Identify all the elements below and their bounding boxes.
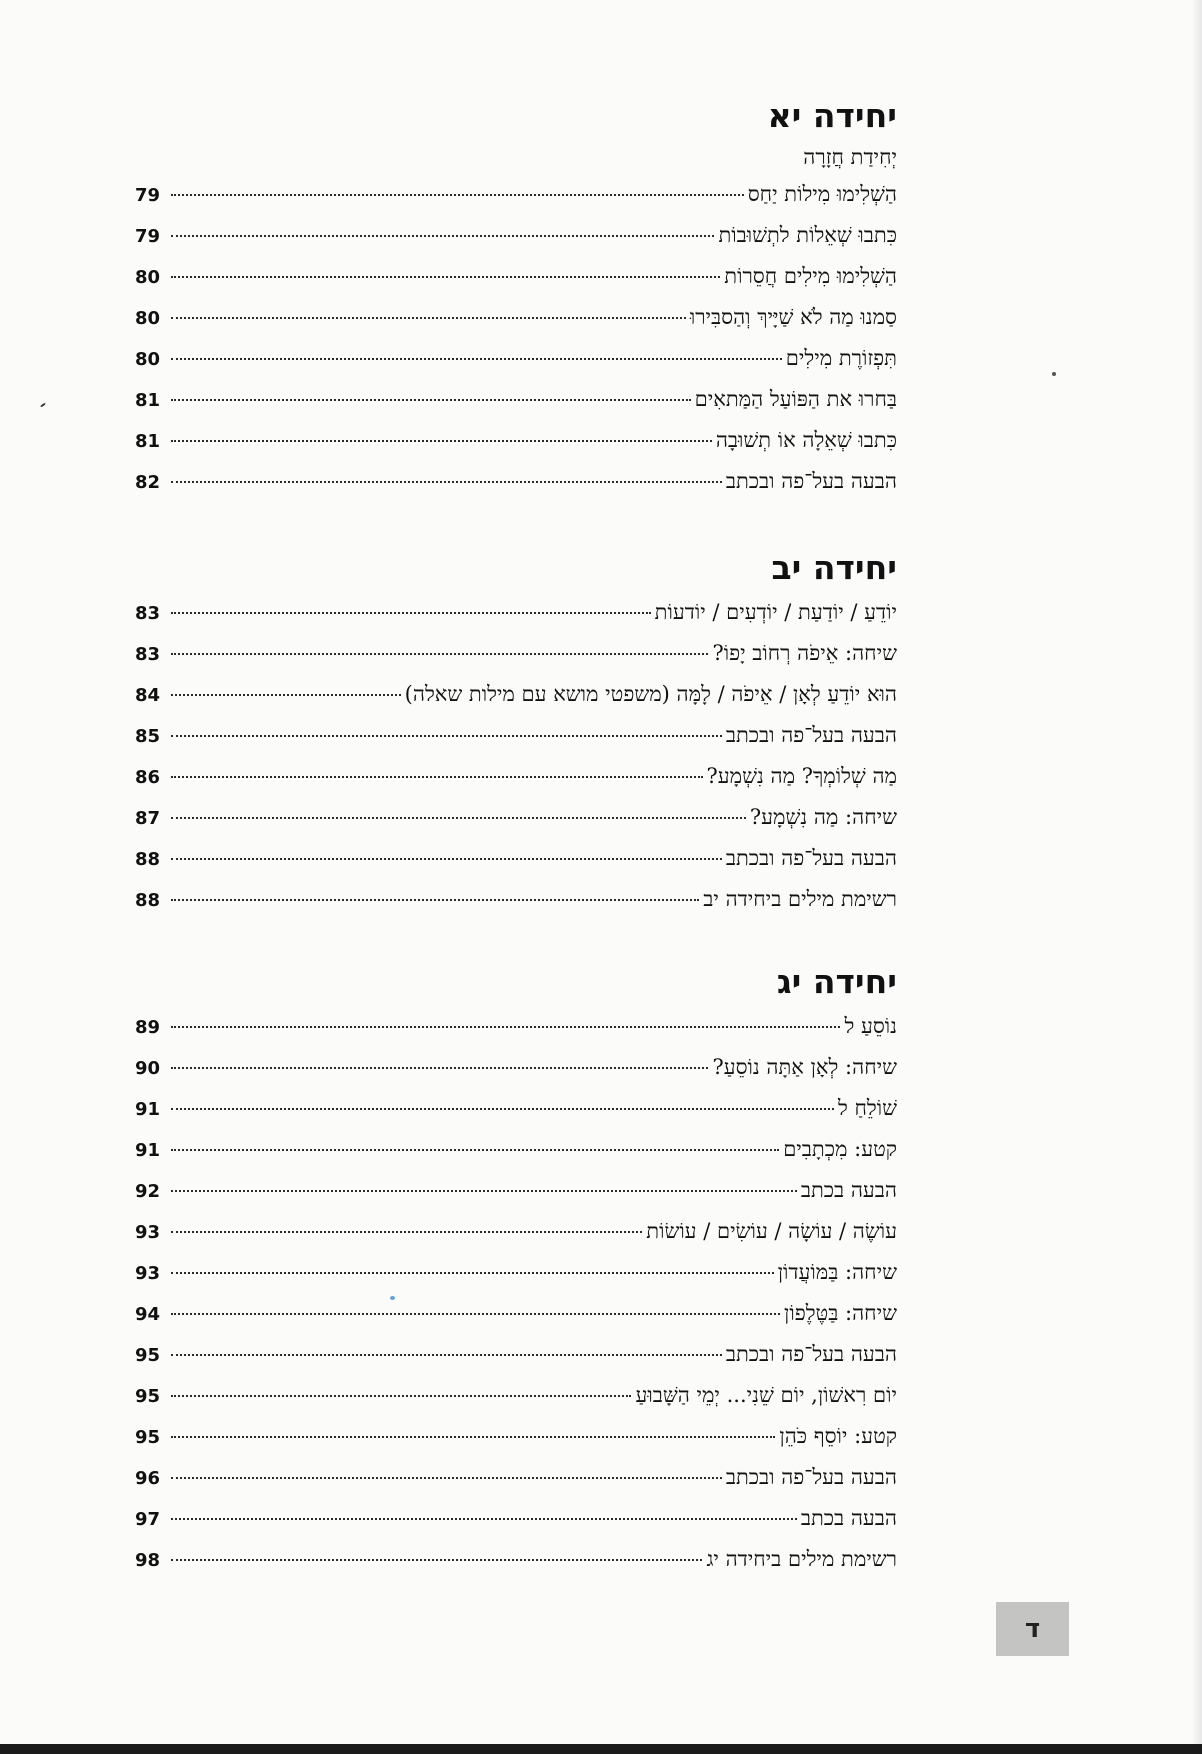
- toc-entry[interactable]: [135, 838, 897, 879]
- dot-leader: [171, 358, 782, 360]
- page-number: 91: [135, 1140, 161, 1161]
- entry-title: רשימת מילים ביחידה יב: [703, 887, 897, 911]
- unit-title: יחידה יג: [776, 962, 897, 1001]
- entry-title: הבעה בכתב: [800, 1506, 897, 1530]
- page-number: 79: [135, 226, 161, 247]
- dot-leader: [171, 694, 401, 696]
- entry-title: יוֹדֵעַ / יוֹדַעַת / יוֹדְעִים / יוֹדעוֹת: [654, 600, 897, 624]
- toc-entry[interactable]: [135, 338, 897, 379]
- toc-entry[interactable]: [135, 879, 897, 920]
- page-number: 79: [135, 185, 161, 206]
- toc-entry[interactable]: [135, 1539, 897, 1580]
- entry-title: הבעה בכתב: [800, 1178, 897, 1202]
- page-bottom-edge: [0, 1744, 1202, 1754]
- dot-leader: [171, 1354, 722, 1356]
- toc-entry[interactable]: [135, 1129, 897, 1170]
- entry-title: סַמנוּ מַה לֹא שַׁיָּיךְ וְהַסבִּירוּ: [689, 305, 897, 329]
- toc-entry[interactable]: [135, 256, 897, 297]
- toc-entry[interactable]: [135, 215, 897, 256]
- entry-title: שיחה: אֵיפֹה רְחוֹב יָפוֹ?: [712, 641, 897, 665]
- page-number: 94: [135, 1304, 161, 1325]
- dot-leader: [171, 1026, 840, 1028]
- entry-title: שיחה: לְאָן אַתָּה נוֹסֵעַ?: [712, 1055, 897, 1079]
- page-number: 89: [135, 1017, 161, 1038]
- page-number: 95: [135, 1427, 161, 1448]
- toc-entry[interactable]: [135, 715, 897, 756]
- table-of-contents: [135, 92, 897, 1580]
- page-number: 91: [135, 1099, 161, 1120]
- toc-entry[interactable]: [135, 1416, 897, 1457]
- entry-title: הַשְׁלִימוּ מִילִים חֲסֵרוֹת: [724, 264, 897, 288]
- scan-speck: [40, 402, 46, 407]
- entry-title: שיחה: בַּמּוֹעֲדוֹן: [777, 1260, 897, 1284]
- dot-leader: [171, 858, 722, 860]
- page-number: 98: [135, 1550, 161, 1571]
- toc-entry[interactable]: [135, 174, 897, 215]
- page-number: 85: [135, 726, 161, 747]
- entry-title: מַה שְׁלוֹמְךָ? מַה נִשְׁמָע?: [706, 764, 897, 788]
- dot-leader: [171, 1149, 779, 1151]
- toc-entry[interactable]: [135, 592, 897, 633]
- toc-entry[interactable]: [135, 1170, 897, 1211]
- dot-leader: [171, 440, 712, 442]
- entry-title: הבעה בעל־פה ובכתב: [725, 469, 897, 493]
- toc-entry[interactable]: [135, 379, 897, 420]
- page-number: 97: [135, 1509, 161, 1530]
- dot-leader: [171, 399, 691, 401]
- page-number: 88: [135, 890, 161, 911]
- page-number: 81: [135, 390, 161, 411]
- entry-title: הוּא יוֹדֵעַ לְאָן / אֵיפֹה / לָמָּה (משפטי מושא עם מילות שאלה): [404, 682, 897, 706]
- entry-title: כִּתבוּ שְׁאֵלָה אוֹ תְשׁוּבָה: [715, 428, 897, 452]
- dot-leader: [171, 1272, 774, 1274]
- entry-title: שׁוֹלֵחַ ל: [838, 1096, 897, 1120]
- toc-entry[interactable]: [135, 1252, 897, 1293]
- toc-entry[interactable]: [135, 674, 897, 715]
- entry-title: כִּתבוּ שְׁאֵלוֹת לתְשׁוּבוֹת: [718, 223, 897, 247]
- dot-leader: [171, 1436, 775, 1438]
- toc-entry[interactable]: [135, 1334, 897, 1375]
- toc-entry[interactable]: [135, 1088, 897, 1129]
- entry-title: שיחה: בַּטֶּלֶפוֹן: [784, 1301, 897, 1325]
- page-number: 93: [135, 1263, 161, 1284]
- page-number: 83: [135, 644, 161, 665]
- toc-entry[interactable]: [135, 461, 897, 502]
- entry-title: הבעה בעל־פה ובכתב: [725, 1465, 897, 1489]
- page-number: 82: [135, 472, 161, 493]
- dot-leader: [171, 1108, 834, 1110]
- toc-entry[interactable]: [135, 1293, 897, 1334]
- entry-title: בַּחרוּ את הַפּוֹעַל הַמַּתאִים: [694, 387, 897, 411]
- toc-entry[interactable]: [135, 633, 897, 674]
- page-number: 87: [135, 808, 161, 829]
- scan-speck: [390, 1296, 395, 1300]
- dot-leader: [171, 1559, 702, 1561]
- page-number: 95: [135, 1345, 161, 1366]
- toc-entry[interactable]: [135, 297, 897, 338]
- page-number: 90: [135, 1058, 161, 1079]
- page-number: 80: [135, 308, 161, 329]
- dot-leader: [171, 235, 714, 237]
- page-number: 81: [135, 431, 161, 452]
- page-number: 92: [135, 1181, 161, 1202]
- dot-leader: [171, 194, 744, 196]
- unit-section-yod-bet: [135, 544, 897, 920]
- page-number: 93: [135, 1222, 161, 1243]
- unit-subheading: יְחִידַת חֲזָרָה: [803, 145, 897, 169]
- page-number: 88: [135, 849, 161, 870]
- page-number: 86: [135, 767, 161, 788]
- dot-leader: [171, 899, 699, 901]
- page-right-shadow: [1192, 0, 1202, 1754]
- entry-title: קטע: מִכְתָבִים: [783, 1137, 897, 1161]
- dot-leader: [171, 317, 686, 319]
- entry-title: רשימת מילים ביחידה יג: [706, 1547, 897, 1571]
- page-number: 84: [135, 685, 161, 706]
- dot-leader: [171, 276, 720, 278]
- entry-title: הבעה בעל־פה ובכתב: [725, 723, 897, 747]
- toc-entry[interactable]: [135, 1375, 897, 1416]
- dot-leader: [171, 1313, 780, 1315]
- entry-title: נוֹסֵעַ ל: [844, 1014, 897, 1038]
- dot-leader: [171, 1477, 722, 1479]
- dot-leader: [171, 1231, 642, 1233]
- toc-entry[interactable]: [135, 1498, 897, 1539]
- entry-title: יוֹם רִאשׁוֹן, יוֹם שֵׁנִי... יְמֵי הַשָּׁבוּעַ: [635, 1383, 897, 1407]
- dot-leader: [171, 817, 746, 819]
- toc-entry[interactable]: [135, 756, 897, 797]
- entry-title: עוֹשֶׂה / עוֹשָׂה / עוֹשִׂים / עוֹשׂוֹת: [646, 1219, 897, 1243]
- section-spacer: [135, 920, 897, 958]
- toc-entry[interactable]: [135, 1457, 897, 1498]
- toc-entry[interactable]: [135, 797, 897, 838]
- toc-entry[interactable]: [135, 1047, 897, 1088]
- entry-title: הבעה בעל־פה ובכתב: [725, 1342, 897, 1366]
- unit-section-yod-gimel: [135, 958, 897, 1580]
- dot-leader: [171, 776, 703, 778]
- dot-leader: [171, 1518, 797, 1520]
- unit-section-yod-alef: [135, 92, 897, 502]
- page-number: 80: [135, 349, 161, 370]
- entry-title: קטע: יוֹסֵף כֹּהֵן: [779, 1424, 897, 1448]
- toc-entry[interactable]: [135, 1211, 897, 1252]
- entry-title: הַשְׁלִימוּ מִילוֹת יַחַס: [747, 182, 897, 206]
- toc-entry[interactable]: [135, 1006, 897, 1047]
- page-number: 83: [135, 603, 161, 624]
- dot-leader: [171, 1395, 631, 1397]
- dot-leader: [171, 481, 722, 483]
- page-number-marker: ד: [996, 1602, 1069, 1656]
- entry-title: תִּפְזוֹרֶת מִילִים: [785, 346, 897, 370]
- section-spacer: [135, 502, 897, 544]
- entry-title: הבעה בעל־פה ובכתב: [725, 846, 897, 870]
- dot-leader: [171, 735, 722, 737]
- page-number: 95: [135, 1386, 161, 1407]
- dot-leader: [171, 1067, 708, 1069]
- toc-entry[interactable]: [135, 420, 897, 461]
- page-number: 80: [135, 267, 161, 288]
- dot-leader: [171, 1190, 797, 1192]
- unit-title: יחידה יב: [771, 548, 897, 587]
- page-number: 96: [135, 1468, 161, 1489]
- dot-leader: [171, 612, 651, 614]
- unit-title: יחידה יא: [767, 96, 897, 135]
- scan-speck: [1052, 372, 1056, 376]
- entry-title: שיחה: מַה נִשְׁמָע?: [749, 805, 897, 829]
- dot-leader: [171, 653, 708, 655]
